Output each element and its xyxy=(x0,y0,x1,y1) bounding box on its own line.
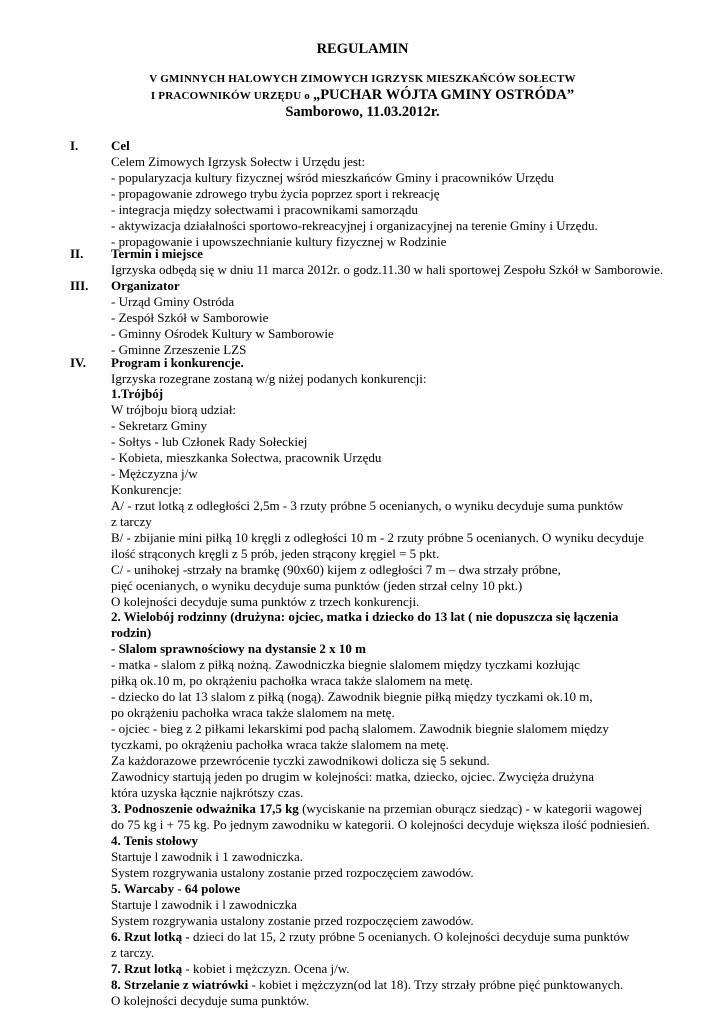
competition-8-line xyxy=(111,977,623,993)
competition-8-title: 8. Strzelanie z wiatrówki xyxy=(111,977,249,992)
section-3-line: - Gminne Zrzeszenie LZS xyxy=(111,342,247,357)
competition-1-line: C/ - unihokej -strzały na bramkę (90x60) kijem z odległości 7 m – dwa strzały próbne, xyxy=(111,562,561,577)
section-3-line: - Urząd Gminy Ostróda xyxy=(111,294,235,309)
competition-1-line: Konkurencje: xyxy=(111,482,182,497)
competition-8-line-2: O kolejności decyduje suma punktów. xyxy=(111,993,310,1008)
section-4-number: IV. xyxy=(70,355,87,370)
section-3-line: - Gminny Ośrodek Kultury w Samborowie xyxy=(111,326,334,341)
competition-4-line: System rozgrywania ustalony zostanie przed rozpoczęciem zawodów. xyxy=(111,865,474,880)
section-1-line: Celem Zimowych Igrzysk Sołectw i Urzędu jest: xyxy=(111,154,366,169)
competition-2-line: - ojciec - bieg z 2 piłkami lekarskimi pod pachą slalomem. Zawodnik biegnie slalomem między xyxy=(111,721,609,736)
competition-1-line: - Kobieta, mieszkanka Sołectwa, pracownik Urzędu xyxy=(111,450,382,465)
competition-2-line: po okrążeniu pachołka wraca także slalomem na metę. xyxy=(111,705,395,720)
section-2-line: Igrzyska odbędą się w dniu 11 marca 2012r. o godz.11.30 w hali sportowej Zespołu Szkół w Samborowie. xyxy=(111,262,664,277)
section-1-line: - propagowanie i upowszechnianie kultury fizycznej w Rodzinie xyxy=(111,234,447,249)
subtitle-line-2-small: I PRACOWNIKÓW URZĘDU o xyxy=(150,90,313,102)
section-3-heading: Organizator xyxy=(111,278,180,293)
competition-5-line: System rozgrywania ustalony zostanie przed rozpoczęciem zawodów. xyxy=(111,913,474,928)
competition-1-line: A/ - rzut lotką z odległości 2,5m - 3 rzuty próbne 5 ocenianych, o wyniku decyduje suma punktów xyxy=(111,498,624,513)
competition-7-title: 7. Rzut lotką xyxy=(111,961,183,976)
subtitle-line-2 xyxy=(0,87,725,104)
subtitle-line-1: V GMINNYCH HALOWYCH ZIMOWYCH IGRZYSK MIESZKAŃCÓW SOŁECTW xyxy=(149,73,576,85)
section-1-number: I. xyxy=(70,138,79,153)
competition-6-line-2: z tarczy. xyxy=(111,945,155,960)
section-1-heading: Cel xyxy=(111,138,130,153)
competition-2-line: Zawodnicy startują jeden po drugim w kolejności: matka, dziecko, ojciec. Zwycięża drużyna xyxy=(111,769,594,784)
competition-1-line: z tarczy xyxy=(111,514,152,529)
competition-5-line: Startuje l zawodnik i l zawodniczka xyxy=(111,897,297,912)
competition-6-desc: dzieci do lat 15, 2 rzuty próbne 5 ocenianych. O kolejności decyduje suma punktów xyxy=(192,929,630,944)
competition-6-line xyxy=(111,929,629,945)
section-4-intro: Igrzyska rozegrane zostaną w/g niżej podanych konkurencji: xyxy=(111,371,427,386)
competition-2-line: tyczkami, po okrążeniu pachołka wraca także slalomem na metę. xyxy=(111,737,449,752)
competition-7-desc: - kobiet i mężczyzn. Ocena j/w. xyxy=(182,961,350,976)
competition-1-line: ilość strąconych kręgli z 5 prób, jeden strącony kręgiel = 5 pkt. xyxy=(111,546,440,561)
competition-1-line: - Sekretarz Gminy xyxy=(111,418,208,433)
section-3-number: III. xyxy=(70,278,89,293)
section-3-line: - Zespół Szkół w Samborowie xyxy=(111,310,269,325)
section-2-number: II. xyxy=(70,246,84,261)
competition-2-line: - matka - slalom z piłką nożną. Zawodniczka biegnie slalomem między tyczkami kozłując xyxy=(111,657,580,672)
competition-2-line: - dziecko do lat 13 slalom z piłką (nogą). Zawodnik biegnie piłką między tyczkami ok.10 m, xyxy=(111,689,593,704)
competition-8-desc: - kobiet i mężczyzn(od lat 18). Trzy strzały próbne pięć punktowanych. xyxy=(248,977,624,992)
section-1-line: - propagowanie zdrowego trybu życia poprzez sport i rekreację xyxy=(111,186,440,201)
competition-2-line: która uzyska łącznie najkrótszy czas. xyxy=(111,785,304,800)
competition-6-title: 6. Rzut lotką - xyxy=(111,929,193,944)
competition-1-line: - Mężczyzna j/w xyxy=(111,466,198,481)
competition-1-line: W trójboju biorą udział: xyxy=(111,402,237,417)
competition-2-line: Za każdorazowe przewrócenie tyczki zawodnikowi dolicza się 5 sekund. xyxy=(111,753,490,768)
document-title: REGULAMIN xyxy=(316,41,409,57)
section-1-line: - integracja między sołectwami i pracownikami samorządu xyxy=(111,202,418,217)
competition-3-line xyxy=(111,801,642,817)
section-1-line: - popularyzacja kultury fizycznej wśród mieszkańców Gminy i pracowników Urzędu xyxy=(111,170,554,185)
competition-2-title-cont: rodzin) xyxy=(111,625,152,640)
competition-5-title: 5. Warcaby - 64 polowe xyxy=(111,881,241,896)
competition-1-line: - Sołtys - lub Członek Rady Sołeckiej xyxy=(111,434,308,449)
competition-4-line: Startuje l zawodnik i 1 zawodniczka. xyxy=(111,849,304,864)
competition-2-subtitle: - Slalom sprawnościowy na dystansie 2 x 10 m xyxy=(111,641,366,656)
competition-1-title: 1.Trójbój xyxy=(111,386,164,401)
subtitle-line-2-big: „PUCHAR WÓJTA GMINY OSTRÓDA” xyxy=(312,87,575,103)
place-date: Samborowo, 11.03.2012r. xyxy=(285,104,440,120)
section-2-heading: Termin i miejsce xyxy=(111,246,203,261)
competition-1-line: B/ - zbijanie mini piłką 10 kręgli z odległości 10 m - 2 rzuty próbne 5 ocenianych. O wyniku decyduje xyxy=(111,530,644,545)
competition-2-line: piłką ok.10 m, po okrążeniu pachołka wraca także slalomem na metę. xyxy=(111,673,474,688)
competition-3-desc: (wyciskanie na przemian oburącz siedząc) - w kategorii wagowej xyxy=(298,801,643,816)
competition-3-title: 3. Podnoszenie odważnika 17,5 kg xyxy=(111,801,299,816)
competition-1-line: O kolejności decyduje suma punktów z trzech konkurencji. xyxy=(111,594,420,609)
competition-2-title: 2. Wielobój rodzinny (drużyna: ojciec, matka i dziecko do 13 lat ( nie dopuszcza się łączenia xyxy=(111,609,619,624)
competition-3-line-2: do 75 kg i + 75 kg. Po jednym zawodniku w kategorii. O kolejności decyduje większa ilość podniesień. xyxy=(111,817,650,832)
competition-7-line xyxy=(111,961,350,977)
section-1-line: - aktywizacja działalności sportowo-rekreacyjnej i organizacyjnej na terenie Gminy i Urzędu. xyxy=(111,218,598,233)
competition-1-line: pięć ocenianych, o wyniku decyduje suma punktów (jeden strzał celny 10 pkt.) xyxy=(111,578,523,593)
competition-4-title: 4. Tenis stołowy xyxy=(111,833,199,848)
section-4-heading: Program i konkurencje. xyxy=(111,355,244,370)
